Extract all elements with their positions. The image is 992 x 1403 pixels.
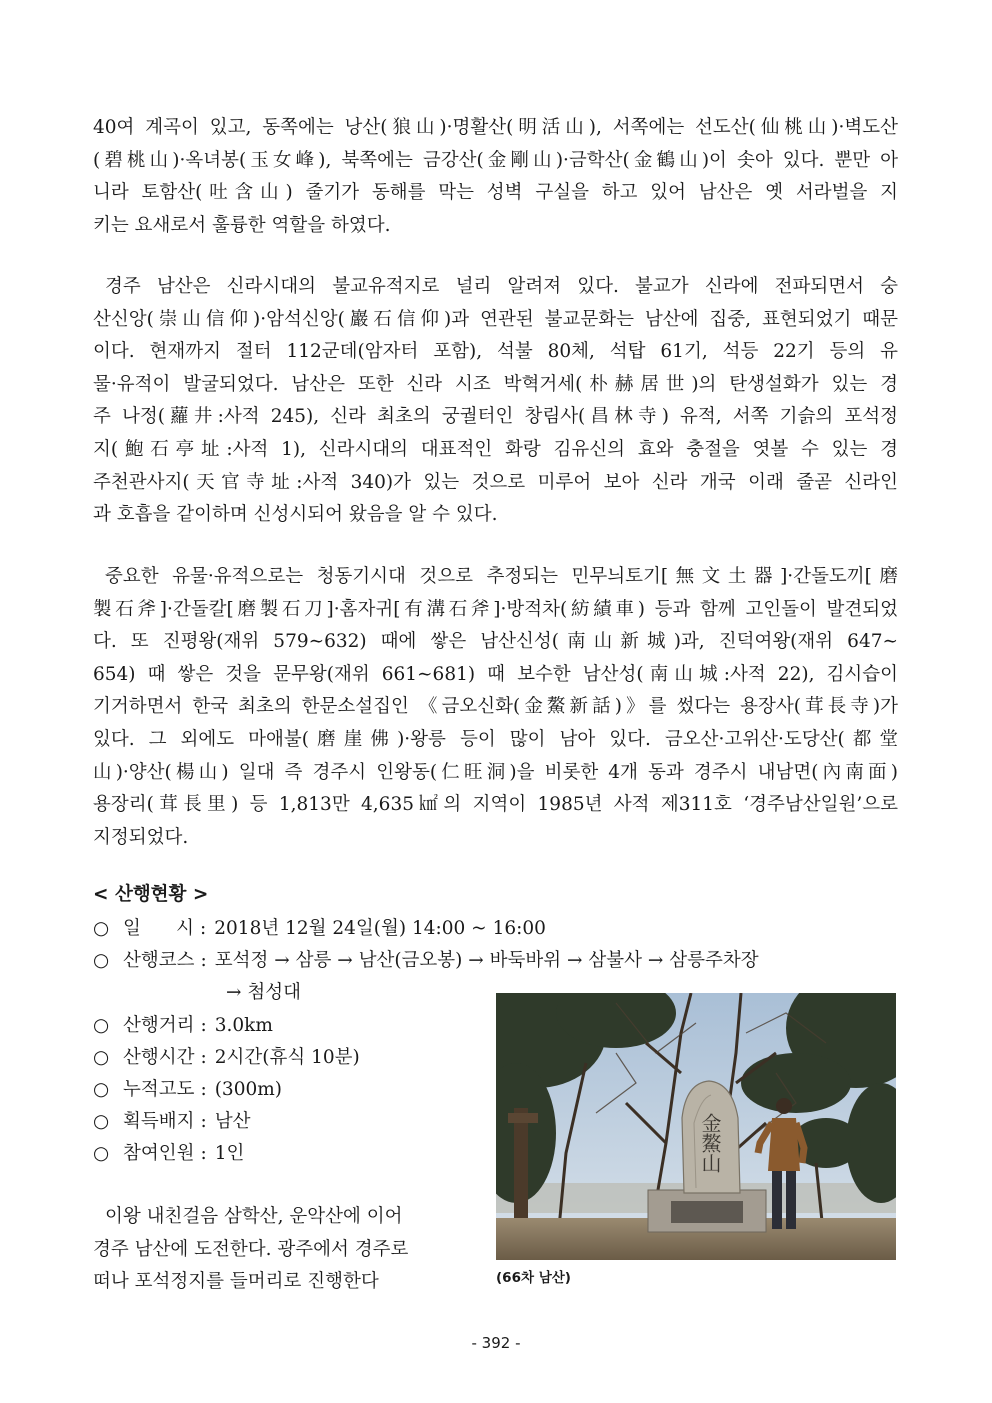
text-line: 製石斧]·간돌칼[磨製石刀]·홈자귀[有溝石斧]·방적차(紡績車) 등과 함께 고인돌이 발견되었 [93,598,898,620]
text-line: 키는 요새로서 훌륭한 역할을 하였다. [93,214,391,236]
page-number: - 392 - [471,1334,521,1352]
hiking-status-heading: < 산행현황 > [93,884,209,905]
text-line: 있다. 그 외에도 마애불(磨崖佛)·왕릉 등이 많이 남아 있다. 금오산·고위산·도당산(都堂 [93,728,898,750]
info-label: 산행거리 [123,1014,195,1036]
text-line: 과 호흡을 같이하며 신성시되어 왔음을 알 수 있다. [93,504,498,526]
text-line: 니라 토함산(吐含山) 줄기가 동해를 막는 성벽 구실을 하고 있어 남산은 옛 서라벌을 지 [93,182,898,204]
info-label: 일 시 [123,918,195,939]
paragraph-1 [93,112,898,242]
text-line: 이다. 현재까지 절터 112군데(암자터 포함), 석불 80체, 석탑 61기, 석등 22기 등의 유 [93,341,898,363]
info-value: → 첨성대 [226,982,301,1004]
bullet-circle-icon: ○ [93,918,110,939]
info-label: 산행코스 [123,950,195,972]
photo-caption: (66차 남산) [496,1270,571,1286]
text-line: 이왕 내친걸음 삼학산, 운악산에 이어 [105,1206,403,1227]
info-colon: : [200,918,207,939]
text-line: 654) 때 쌓은 것을 문무왕(재위 661∼681) 때 보수한 남산성(南山城:사적 22), 김시습이 [93,663,898,685]
text-line: 주 나정(蘿井:사적 245), 신라 최초의 궁궐터인 창림사(昌林寺) 유적, 서쪽 기슭의 포석정 [93,406,898,428]
text-line: 경주 남산은 신라시대의 불교유적지로 널리 알려져 있다. 불교가 신라에 전파되면서 숭 [105,276,898,297]
text-line: 다. 또 진평왕(재위 579∼632) 때에 쌓은 남산신성(南山新城)과, 진덕여왕(재위 647∼ [93,631,898,653]
info-row-date [93,913,759,945]
info-colon: : [200,1143,207,1165]
info-value: 포석정 → 삼릉 → 남산(금오봉) → 바둑바위 → 삼불사 → 삼릉주차장 [214,950,759,972]
info-value: 2018년 12월 24일(월) 14:00 ~ 16:00 [214,918,546,939]
summit-stone-inscription: 金鰲山 [698,1113,722,1173]
info-label: 누적고도 [123,1078,195,1100]
info-colon: : [200,950,207,972]
text-line: 중요한 유물·유적으로는 청동기시대 것으로 추정되는 민무늬토기[無文土器]·간돌도끼[磨 [105,566,898,587]
bullet-circle-icon: ○ [93,1014,110,1036]
text-line: 떠나 포석정지를 들머리로 진행한다 [93,1271,379,1293]
info-value: (300m) [214,1078,283,1100]
paragraph-3 [93,561,898,854]
text-line: 지(鮑石亭址:사적 1), 신라시대의 대표적인 화랑 김유신의 효와 충절을 엿볼 수 있는 경 [93,438,898,460]
info-value: 남산 [214,1111,251,1133]
info-row-course [93,945,759,977]
text-line: 물·유적이 발굴되었다. 남산은 또한 신라 시조 박혁거세(朴赫居世)의 탄생설화가 있는 경 [93,373,898,395]
info-label: 획득배지 [123,1111,195,1133]
info-colon: : [200,1014,207,1036]
text-line: 山)·양산(楊山) 일대 즉 경주시 인왕동(仁旺洞)을 비롯한 4개 동과 경주시 내남면(內南面) [93,761,898,783]
summit-photo [496,993,896,1260]
info-colon: : [200,1078,207,1100]
info-label: 산행시간 [123,1046,195,1068]
bullet-circle-icon: ○ [93,1111,110,1133]
info-colon: : [200,1111,207,1133]
text-line: 기거하면서 한국 최초의 한문소설집인 《금오신화(金鰲新話)》를 썼다는 용장사(茸長寺)가 [93,696,898,718]
bullet-circle-icon: ○ [93,950,110,972]
info-value: 1인 [214,1143,245,1165]
text-line: 지정되었다. [93,826,189,848]
summit-photo-illustration [496,993,896,1260]
text-line: 산신앙(崇山信仰)·암석신앙(巖石信仰)과 연관된 불교문화는 남산에 집중, 표현되었기 때문 [93,308,898,330]
info-value: 3.0km [214,1014,273,1036]
paragraph-2 [93,271,898,532]
info-label: 참여인원 [123,1143,195,1165]
closing-paragraph [93,1201,453,1299]
bullet-circle-icon: ○ [93,1143,110,1165]
text-line: 주천관사지(天官寺址:사적 340)가 있는 것으로 미루어 보아 신라 개국 이래 줄곧 신라인 [93,471,898,493]
info-colon: : [200,1046,207,1068]
text-line: 용장리(茸長里) 등 1,813만 4,635㎢의 지역이 1985년 사적 제311호 ‘경주남산일원’으로 [93,794,898,816]
text-line: 경주 남산에 도전한다. 광주에서 경주로 [93,1238,409,1260]
bullet-circle-icon: ○ [93,1078,110,1100]
info-value: 2시간(휴식 10분) [214,1046,360,1068]
text-line: (碧桃山)·옥녀봉(玉女峰), 북쪽에는 금강산(金剛山)·금학산(金鶴山)이 솟아 있다. 뿐만 아 [93,149,898,171]
text-line: 40여 계곡이 있고, 동쪽에는 낭산(狼山)·명활산(明活山), 서쪽에는 선도산(仙桃山)·벽도산 [93,117,898,138]
bullet-circle-icon: ○ [93,1046,110,1068]
